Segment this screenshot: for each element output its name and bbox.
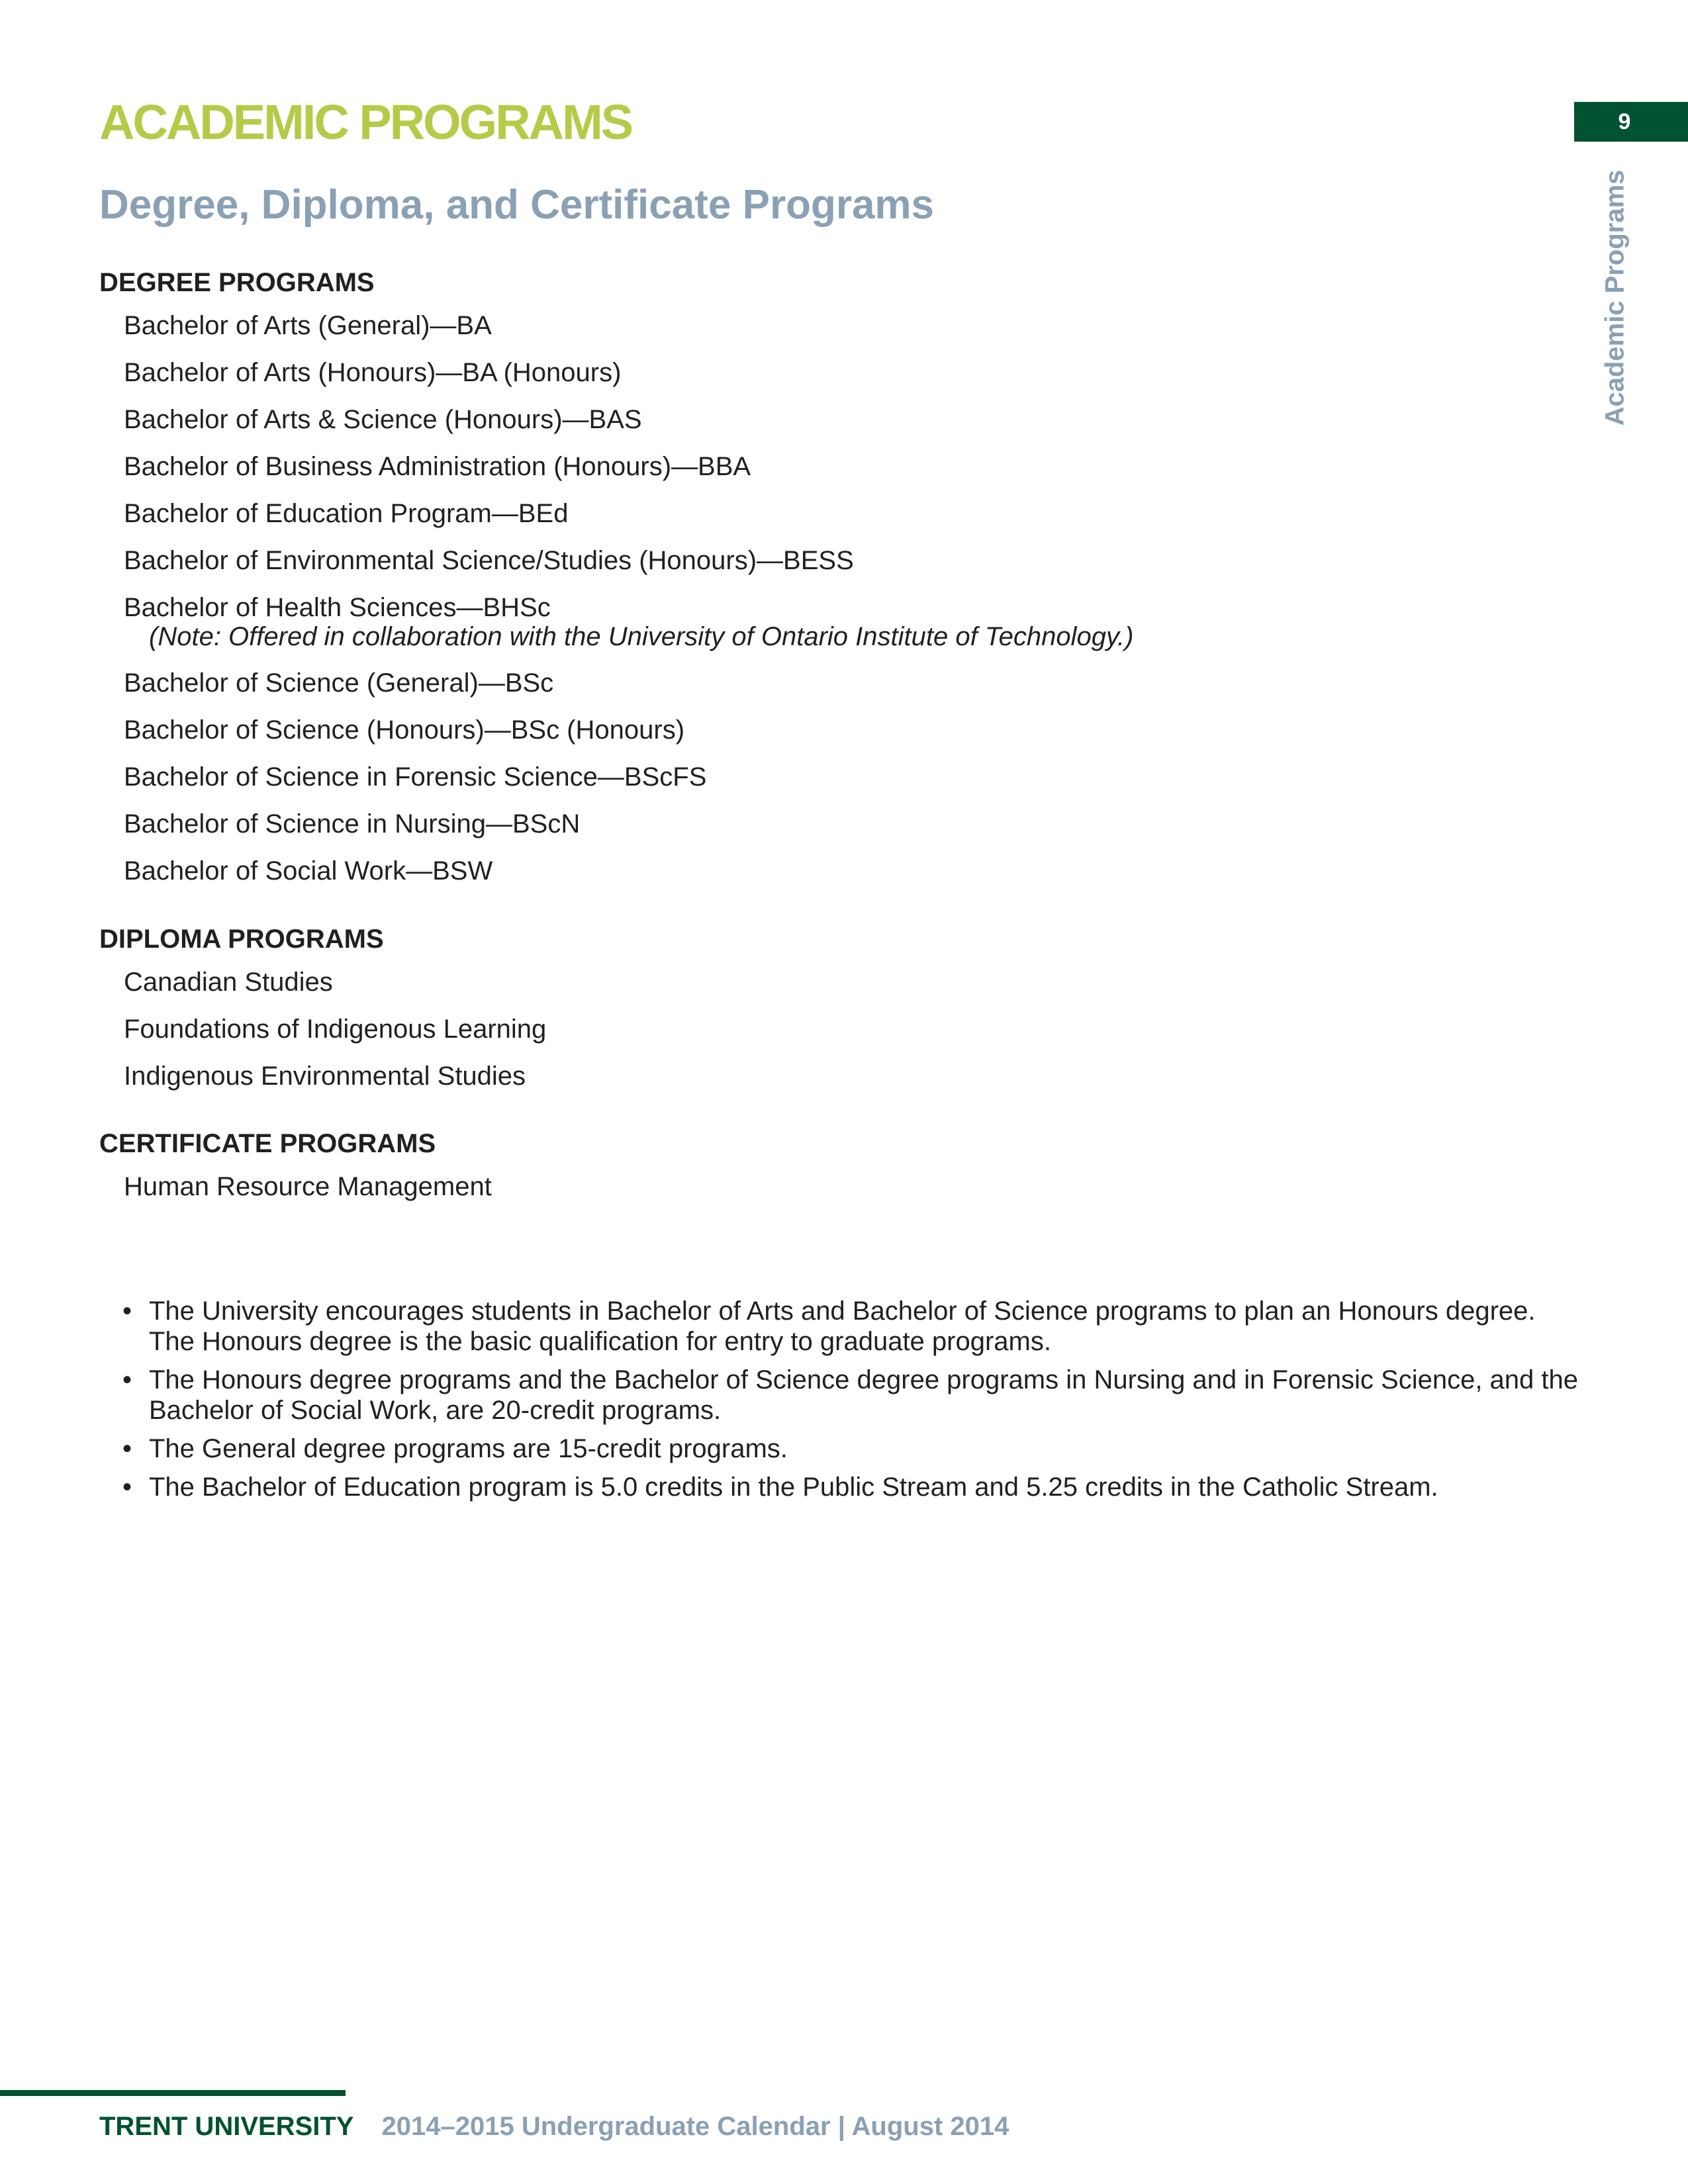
list-item: Bachelor of Arts (Honours)—BA (Honours) [124, 358, 622, 387]
certificate-programs-heading: CERTIFICATE PROGRAMS [99, 1129, 436, 1158]
note-text: The General degree programs are 15-credit programs. [149, 1434, 788, 1463]
list-item: Human Resource Management [124, 1172, 492, 1201]
diploma-programs-list [99, 966, 546, 1092]
section-title: ACADEMIC PROGRAMS [99, 95, 632, 150]
list-item: Foundations of Indigenous Learning [124, 1015, 547, 1044]
list-item: Bachelor of Science in Forensic Science—BScFS [124, 762, 707, 792]
note-text: The Honours degree programs and the Bachelor of Science degree programs in Nursing and in Forensic Science, and the Bachelor of Social Work, are 20-credit programs. [149, 1365, 1579, 1425]
note-item [122, 1365, 1579, 1426]
diploma-programs-section [99, 923, 546, 1092]
list-item: Bachelor of Education Program—BEd [124, 499, 569, 528]
footer [99, 2110, 1009, 2143]
diploma-programs-heading: DIPLOMA PROGRAMS [99, 925, 384, 954]
degree-programs-heading: DEGREE PROGRAMS [99, 268, 375, 297]
bullet-icon: • [122, 1434, 132, 1463]
list-item: Bachelor of Arts & Science (Honours)—BAS [124, 405, 642, 434]
list-item: Bachelor of Environmental Science/Studies (Honours)—BESS [124, 546, 854, 575]
note-text: The Bachelor of Education program is 5.0 credits in the Public Stream and 5.25 credits in the Catholic Stream. [149, 1473, 1438, 1502]
list-item: Indigenous Environmental Studies [124, 1062, 526, 1091]
note-item [122, 1433, 1579, 1464]
bullet-icon: • [122, 1365, 132, 1394]
list-item: Bachelor of Science (Honours)—BSc (Honours) [124, 715, 685, 745]
list-item: Canadian Studies [124, 968, 333, 997]
degree-programs-list [99, 310, 1133, 887]
degree-programs-section [99, 266, 1133, 887]
collaboration-note: (Note: Offered in collaboration with the University of Ontario Institute of Technology.) [149, 622, 1134, 651]
footer-university: TRENT UNIVERSITY [99, 2112, 354, 2141]
list-item: Bachelor of Science in Nursing—BScN [124, 809, 581, 839]
list-item: Bachelor of Arts (General)—BA [124, 311, 492, 340]
certificate-programs-list [99, 1171, 492, 1203]
footer-rule [0, 2090, 346, 2096]
list-item-health-sciences [124, 592, 1133, 652]
list-item: Bachelor of Science (General)—BSc [124, 668, 554, 698]
note-item [122, 1472, 1579, 1502]
footer-calendar: 2014–2015 Undergraduate Calendar | August 2014 [381, 2112, 1009, 2141]
bullet-icon: • [122, 1297, 132, 1326]
note-text: The University encourages students in Bachelor of Arts and Bachelor of Science programs to plan an Honours degree. The Honours degree is the basic qualification for entry to graduate programs. [149, 1297, 1536, 1356]
program-notes-list [122, 1296, 1579, 1510]
page-title: Degree, Diploma, and Certificate Programs [99, 182, 935, 228]
note-item [122, 1296, 1579, 1357]
list-item: Bachelor of Social Work—BSW [124, 856, 493, 886]
side-section-label: Academic Programs [1600, 169, 1630, 426]
program-name: Bachelor of Health Sciences—BHSc [124, 593, 551, 622]
page-number-tab: 9 [1574, 102, 1688, 142]
bullet-icon: • [122, 1473, 132, 1502]
list-item: Bachelor of Business Administration (Honours)—BBA [124, 452, 751, 481]
certificate-programs-section [99, 1127, 492, 1203]
